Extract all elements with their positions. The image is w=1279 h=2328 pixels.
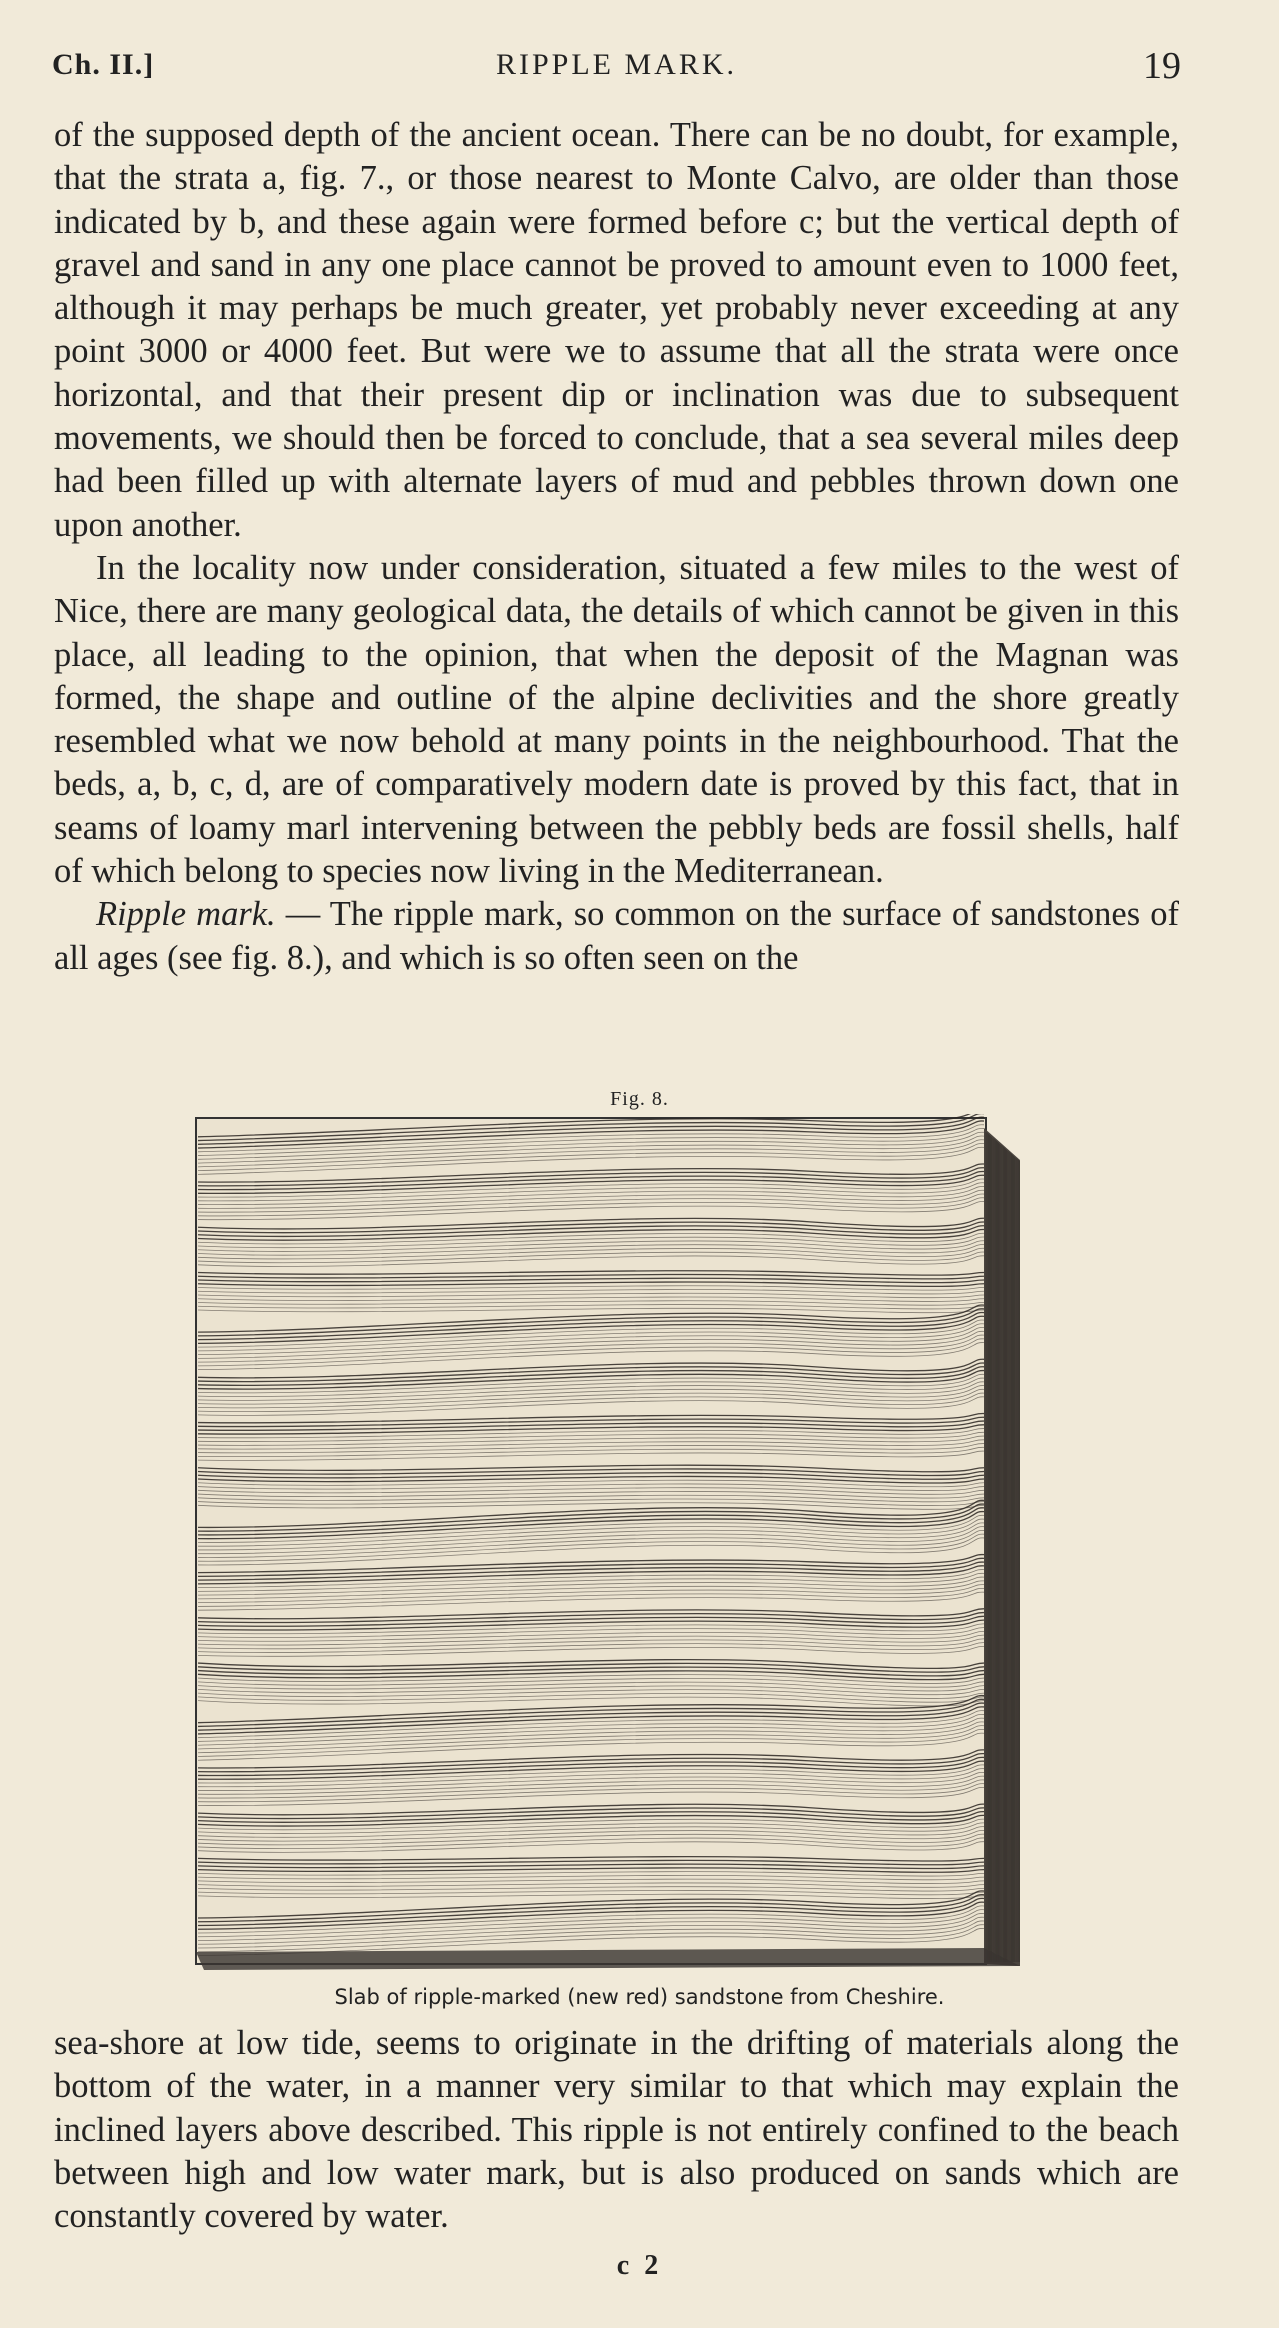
ripple-slab-engraving [194,1114,1030,1974]
running-head [52,45,1181,88]
signature-mark: c 2 [616,2250,663,2281]
figure-label: Fig. 8. [610,1088,669,1110]
ripple-mark-text: — The ripple mark, so common on the surface of sandstones of all ages (see fig. 8.), and which is so often seen on the [54,895,1179,977]
ripple-slab-figure [194,1114,1030,1974]
paragraph-ocean-depth: of the supposed depth of the ancient ocean. There can be no doubt, for example, that the strata a, fig. 7., or those nearest to Monte Calvo, are older than those indicated by b, and these again were formed before c; but the vertical depth of gravel and sand in any one place cannot be proved to amount even to 1000 feet, although it may perhaps be much greater, yet probably never exceeding at any point 3000 or 4000 feet. But were we to assume that all the strata were once horizontal, and that their present dip or inclination was due to subsequent movements, we should then be forced to conclude, that a sea several miles deep had been filled up with alternate layers of mud and pebbles thrown down one upon another. [54,116,1179,544]
paragraph-nice-locality: In the locality now under consideration, situated a few miles to the west of Nice, there are many geological data, the details of which cannot be given in this place, all leading to the opinion, that when the deposit of the Magnan was formed, the shape and outline of the alpine declivities and the shore greatly resembled what we now behold at many points in the neighbourhood. That the beds, a, b, c, d, are of comparatively modern date is proved by this fact, that in seams of loamy marl intervening between the pebbly beds are fossil shells, half of which belong to species now living in the Mediterranean. [54,548,1179,891]
running-title: RIPPLE MARK. [495,48,738,81]
page-number: 19 [1143,45,1181,87]
figure-caption: Slab of ripple-marked (new red) sandstone from Cheshire. [334,1985,945,2009]
paragraph-continuation: sea-shore at low tide, seems to originate in the drifting of materials along the bottom of the water, in a manner very similar to that which may explain the inclined layers above described. This ripple is not entirely confined to the beach between high and low water mark, but is also produced on sands which are constantly covered by water. [54,2024,1179,2236]
paragraph-ripple-mark [54,893,1179,980]
runin-heading: Ripple mark. [96,895,276,934]
chapter-label: Ch. II.] [52,48,155,81]
body-text-top [54,114,1179,980]
body-text-bottom [54,2022,1179,2238]
